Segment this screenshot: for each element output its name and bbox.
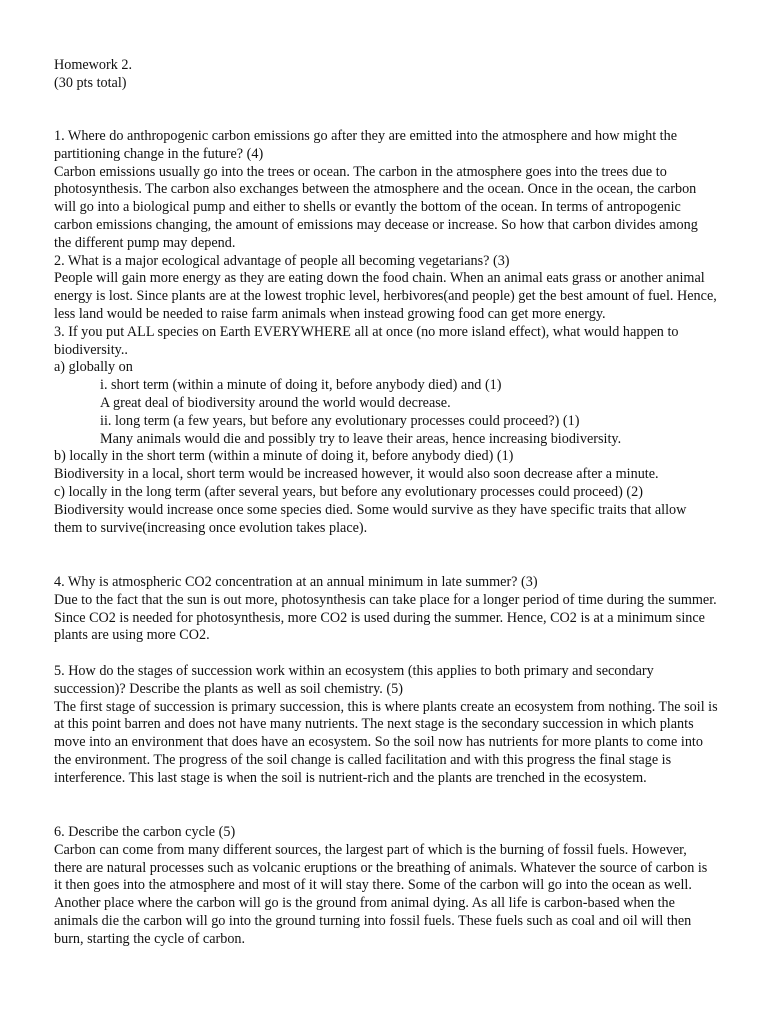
question-6: 6. Describe the carbon cycle (5) <box>54 824 236 840</box>
answer-6: Carbon can come from many different sources, the largest part of which is the burning of fossil fuels. However, there are natural processes such as volcanic eruptions or the breathing of animals. Whatever the source of carbon is it then goes into the atmosphere and most of it will stay there. Some of the carbon will go into the ocean as well. Another place where the carbon will go is the ground from animal dying. As all life is carbon-based when the animals die the carbon will go into the ground turning into fossil fuels. These fuels such as coal and oil will then burn, starting the cycle of carbon. <box>54 841 708 947</box>
question-3c: c) locally in the long term (after several years, but before any evolutionary processes could proceed) (2) <box>54 483 643 500</box>
question-5: 5. How do the stages of succession work within an ecosystem (this applies to both primary and secondary succession)? Describe the plants as well as soil chemistry. (5) <box>54 663 654 697</box>
document-header <box>54 57 718 93</box>
questions-section <box>54 128 718 537</box>
answer-2: People will gain more energy as they are eating down the food chain. When an animal eats grass or another animal energy is lost. Since plants are at the lowest trophic level, herbivores(and people) get the best amount of fuel. Hence, less land would be needed to raise farm animals when instead growing food can get more energy. <box>54 270 717 322</box>
answer-3c: Biodiversity would increase once some species died. Some would survive as they have specific traits that allow them to survive(increasing once evolution takes place). <box>54 501 687 536</box>
question-4: 4. Why is atmospheric CO2 concentration at an annual minimum in late summer? (3) <box>54 574 538 590</box>
answer-1: Carbon emissions usually go into the trees or ocean. The carbon in the atmosphere goes into the trees due to photosynthesis. The carbon also exchanges between the atmosphere and the ocean. Once in the ocean, the carbon will go into a biological pump and either to shells or evantly the bottom of the ocean. In terms of antropogenic carbon emissions changing, the amount of emissions may decease or increase. So how that carbon divides among the different pump may depend. <box>54 163 698 251</box>
question-3: 3. If you put ALL species on Earth EVERYWHERE all at once (no more island effect), what would happen to biodiversity.. <box>54 323 679 358</box>
question-6-section <box>54 824 718 949</box>
question-1: 1. Where do anthropogenic carbon emissions go after they are emitted into the atmosphere and how might the partitioning change in the future? (4) <box>54 128 678 162</box>
answer-5: The first stage of succession is primary succession, this is where plants create an ecosystem from nothing. The soil is at this point barren and does not have many nutrients. The next stage is the secondary succession in which plants move into an environment that does have an ecosystem. So the soil now has nutrients for more plants to come into the environment. The progress of the soil change is called facilitation and with this progress the final stage is interference. This last stage is when the soil is nutrient-rich and the plants are trenched in the ecosystem. <box>54 698 718 786</box>
homework-title: Homework 2. <box>54 57 133 73</box>
question-3b: b) locally in the short term (within a minute of doing it, before anybody died) (1) <box>54 448 514 465</box>
answer-4: Due to the fact that the sun is out more, photosynthesis can take place for a longer period of time during the summer. Since CO2 is needed for photosynthesis, more CO2 is used during the summer. Hence, CO2 is at a minimum since plants are using more CO2. <box>54 591 717 644</box>
question-5-section <box>54 663 718 788</box>
question-3a-label: a) globally on <box>54 359 133 376</box>
answer-3a-ii: Many animals would die and possibly try to leave their areas, hence increasing biodiversity. <box>100 430 622 447</box>
question-3a-ii: ii. long term (a few years, but before any evolutionary processes could proceed?) (1) <box>100 412 580 429</box>
answer-3a-i: A great deal of biodiversity around the world would decrease. <box>100 394 451 411</box>
question-3a-i: i. short term (within a minute of doing it, before anybody died) and (1) <box>100 377 502 394</box>
question-4-section <box>54 574 718 645</box>
question-2: 2. What is a major ecological advantage of people all becoming vegetarians? (3) <box>54 252 510 269</box>
answer-3b: Biodiversity in a local, short term would be increased however, it would also soon decrease after a minute. <box>54 466 659 483</box>
total-points: (30 pts total) <box>54 74 127 91</box>
